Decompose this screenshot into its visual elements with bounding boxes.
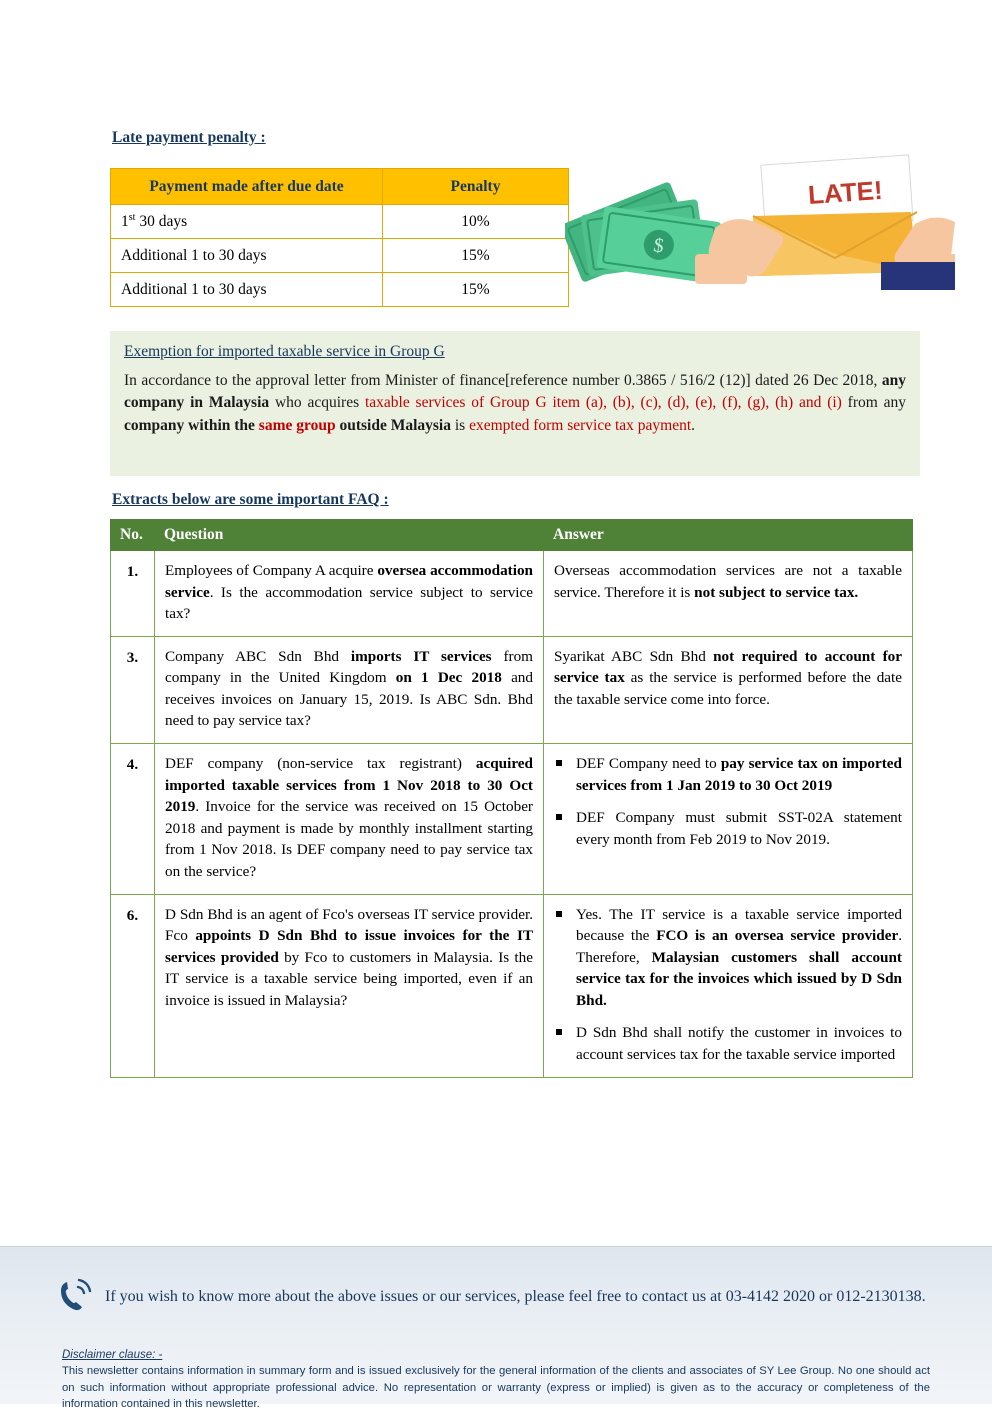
penalty-row-value: 15% (383, 239, 569, 273)
faq-row-answer: Overseas accommodation services are not a taxable service. Therefore it is not subject to service tax. (544, 551, 913, 637)
faq-row-answer (544, 744, 913, 894)
penalty-row-value: 10% (383, 205, 569, 239)
faq-answer-list-item: Yes. The IT service is a taxable service imported because the FCO is an oversea service provider. Therefore, Malaysian customers shall account service tax for the invoices which issued by D Sdn Bhd. (554, 904, 902, 1012)
late-letter-icon (695, 155, 955, 290)
footer-contact-text: If you wish to know more about the above issues or our services, please feel free to contact us at 03-4142 2020 or 012-2130138. (105, 1288, 926, 1305)
faq-row (111, 551, 913, 637)
late-payment-illustration (565, 150, 955, 310)
faq-header-no: No. (111, 520, 155, 551)
faq-answer-list-item: DEF Company must submit SST-02A statement every month from Feb 2019 to Nov 2019. (554, 807, 902, 850)
faq-answer-list-item: D Sdn Bhd shall notify the customer in invoices to account services tax for the taxable service imported (554, 1022, 902, 1065)
faq-row-answer: Syarikat ABC Sdn Bhd not required to account for service tax as the service is performed before the date the taxable service come into force. (544, 636, 913, 743)
faq-row (111, 744, 913, 894)
penalty-table-header-row (111, 169, 569, 205)
disclaimer-title: Disclaimer clause: - (62, 1349, 163, 1361)
faq-row-number: 3. (111, 636, 155, 743)
svg-text:$: $ (652, 234, 666, 258)
faq-row (111, 894, 913, 1077)
faq-answer-list (554, 904, 902, 1066)
penalty-row-description: 1st 30 days (111, 205, 383, 239)
penalty-row-value: 15% (383, 273, 569, 307)
late-payment-penalty-heading: Late payment penalty : (112, 129, 266, 146)
penalty-header-penalty: Penalty (383, 169, 569, 205)
faq-row (111, 636, 913, 743)
exemption-title: Exemption for imported taxable service in Group G (124, 343, 445, 360)
faq-row-question: Company ABC Sdn Bhd imports IT services from company in the United Kingdom on 1 Dec 2018 and receives invoices on January 15, 2019. Is ABC Sdn. Bhd need to pay service tax? (155, 636, 544, 743)
faq-answer-list (554, 753, 902, 850)
penalty-table-row (111, 205, 569, 239)
faq-answer-list-item: DEF Company need to pay service tax on imported services from 1 Jan 2019 to 30 Oct 2019 (554, 753, 902, 796)
exemption-box (110, 331, 920, 476)
penalty-row-description: Additional 1 to 30 days (111, 273, 383, 307)
penalty-header-description: Payment made after due date (111, 169, 383, 205)
faq-row-number: 4. (111, 744, 155, 894)
faq-row-answer (544, 894, 913, 1077)
faq-header-question: Question (155, 520, 544, 551)
phone-icon (55, 1276, 95, 1316)
faq-header-answer: Answer (544, 520, 913, 551)
faq-row-question: D Sdn Bhd is an agent of Fco's overseas IT service provider. Fco appoints D Sdn Bhd to issue invoices for the IT services provided by Fco to customers in Malaysia. Is the IT service is a taxable service being imported, even if an invoice is issued in Malaysia? (155, 894, 544, 1077)
disclaimer-body: This newsletter contains information in summary form and is issued exclusively for the general information of the clients and associates of SY Lee Group. No one should act on such information without appropriate professional advice. No representation or warranty (express or implied) is given as to the accuracy or completeness of the information contained in this newsletter. (62, 1365, 930, 1411)
penalty-row-description: Additional 1 to 30 days (111, 239, 383, 273)
penalty-table-row (111, 273, 569, 307)
faq-row-question: Employees of Company A acquire oversea accommodation service. Is the accommodation service subject to service tax? (155, 551, 544, 637)
exemption-body: In accordance to the approval letter from Minister of finance[reference number 0.3865 / 516/2 (12)] dated 26 Dec 2018, any company in Malaysia who acquires taxable services of Group G item (a), (b), (c), (d), (e), (f), (g), (h) and (i) from any company within the same group outside Malaysia is exempted form service tax payment. (124, 372, 907, 434)
penalty-table-row (111, 239, 569, 273)
svg-text:LATE!: LATE! (807, 174, 884, 210)
faq-row-number: 6. (111, 894, 155, 1077)
faq-table (110, 519, 913, 1078)
faq-header-row (111, 520, 913, 551)
penalty-table (110, 168, 569, 307)
faq-heading: Extracts below are some important FAQ : (112, 491, 389, 508)
faq-row-number: 1. (111, 551, 155, 637)
faq-row-question: DEF company (non-service tax registrant) acquired imported taxable services from 1 Nov 2018 to 30 Oct 2019. Invoice for the service was received on 15 October 2018 and payment is made by monthly installment starting from 1 Nov 2018. Is DEF company need to pay service tax on the service? (155, 744, 544, 894)
